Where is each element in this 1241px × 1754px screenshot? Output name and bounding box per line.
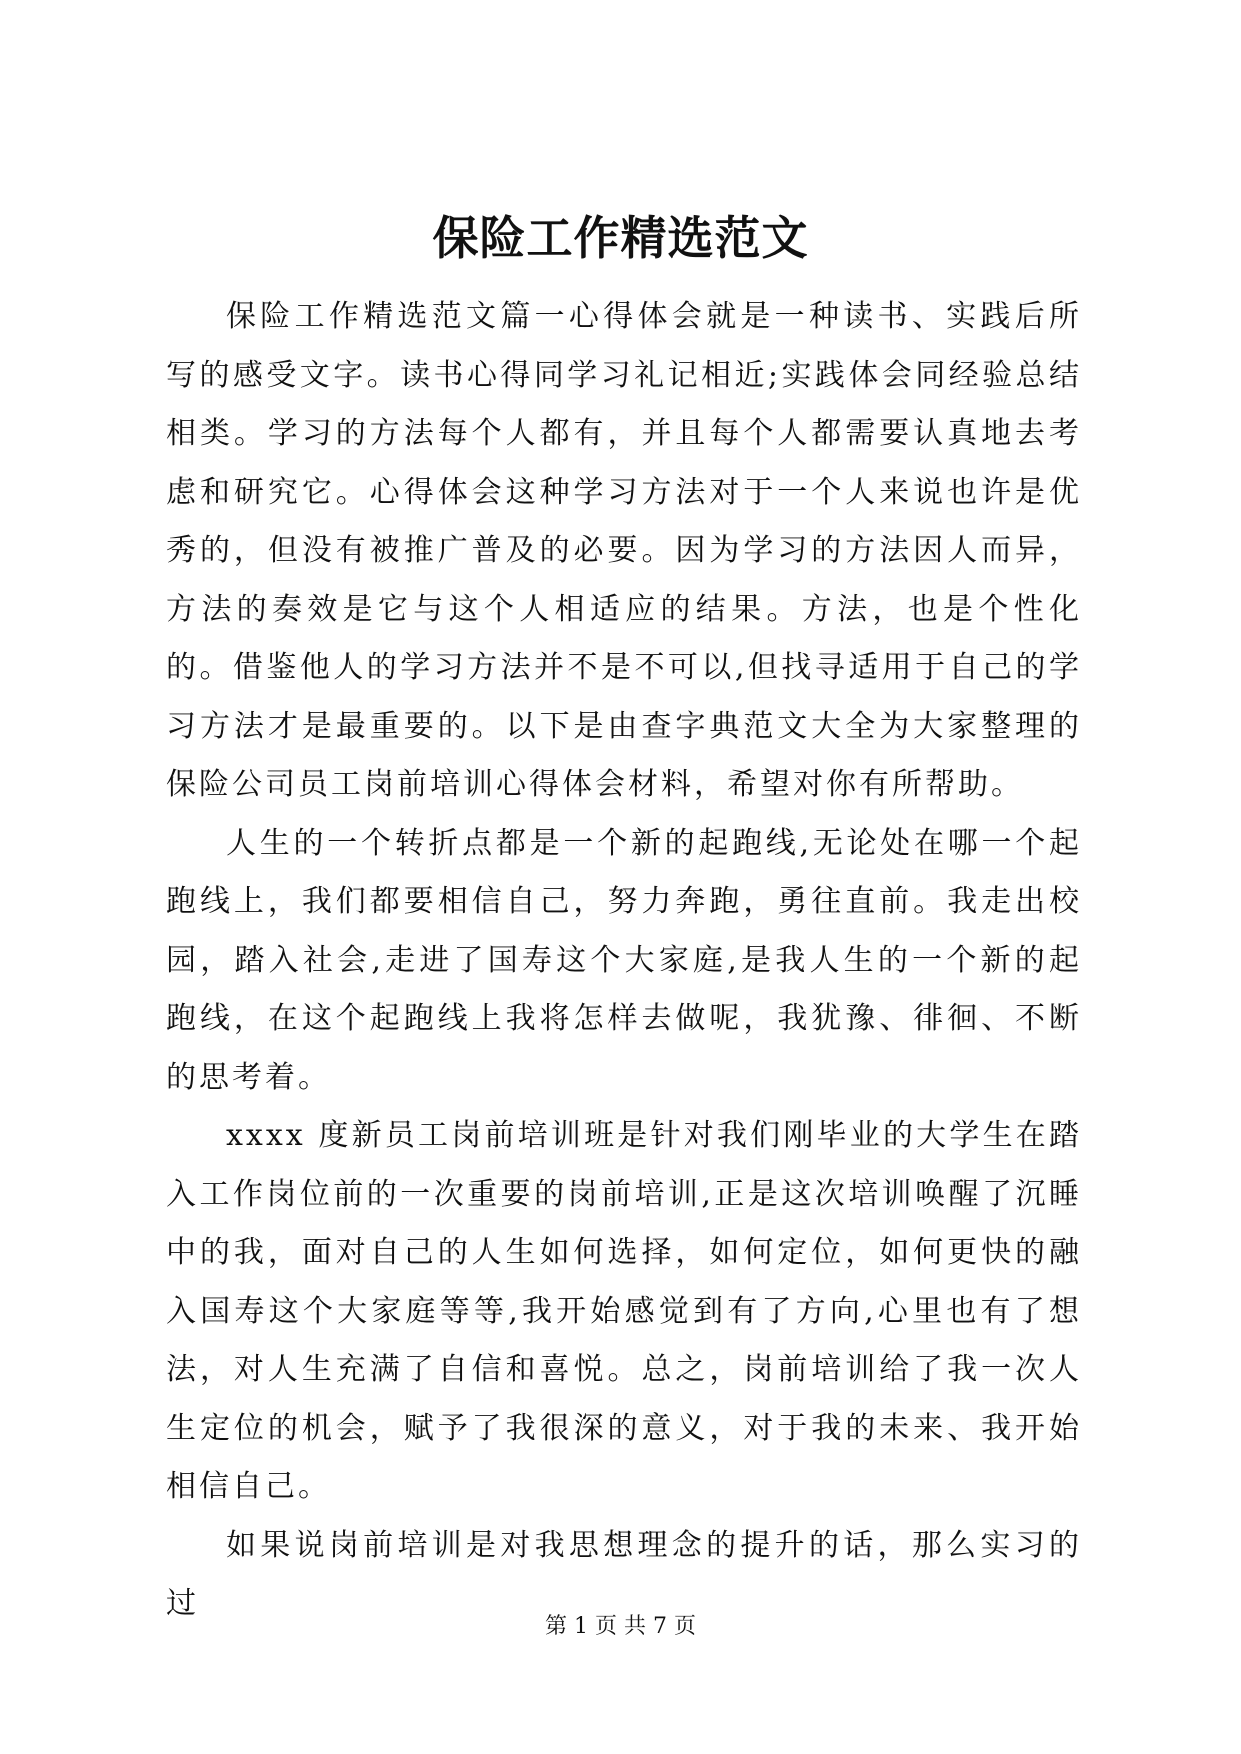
paragraph-3: xxxx 度新员工岗前培训班是针对我们刚毕业的大学生在踏入工作岗位前的一次重要的岗前培训,正是这次培训唤醒了沉睡中的我，面对自己的人生如何选择，如何定位，如何更快的融入国寿这个大家庭等等,我开始感觉到有了方向,心里也有了想法，对人生充满了自信和喜悦。总之，岗前培训给了我一次人生定位的机会，赋予了我很深的意义，对于我的未来、我开始相信自己。 — [166, 1118, 1082, 1504]
document-title: 保险工作精选范文 — [432, 211, 809, 265]
page-number-footer: 第 1 页 共 7 页 — [545, 1614, 696, 1639]
paragraph-1: 保险工作精选范文篇一心得体会就是一种读书、实践后所写的感受文字。读书心得同学习礼记相近;实践体会同经验总结相类。学习的方法每个人都有，并且每个人都需要认真地去考虑和研究它。心得体会这种学习方法对于一个人来说也许是优秀的，但没有被推广普及的必要。因为学习的方法因人而异，方法的奏效是它与这个人相适应的结果。方法，也是个性化的。借鉴他人的学习方法并不是不可以,但找寻适用于自己的学习方法才是最重要的。以下是由查字典范文大全为大家整理的保险公司员工岗前培训心得体会材料，希望对你有所帮助。 — [166, 299, 1082, 802]
paragraph-4: 如果说岗前培训是对我思想理念的提升的话，那么实习的过 — [166, 1527, 1082, 1621]
document-body — [166, 288, 1082, 1634]
paragraph-2: 人生的一个转折点都是一个新的起跑线,无论处在哪一个起跑线上，我们都要相信自己，努力奔跑，勇往直前。我走出校园，踏入社会,走进了国寿这个大家庭,是我人生的一个新的起跑线，在这个起跑线上我将怎样去做呢，我犹豫、徘徊、不断的思考着。 — [166, 825, 1082, 1095]
